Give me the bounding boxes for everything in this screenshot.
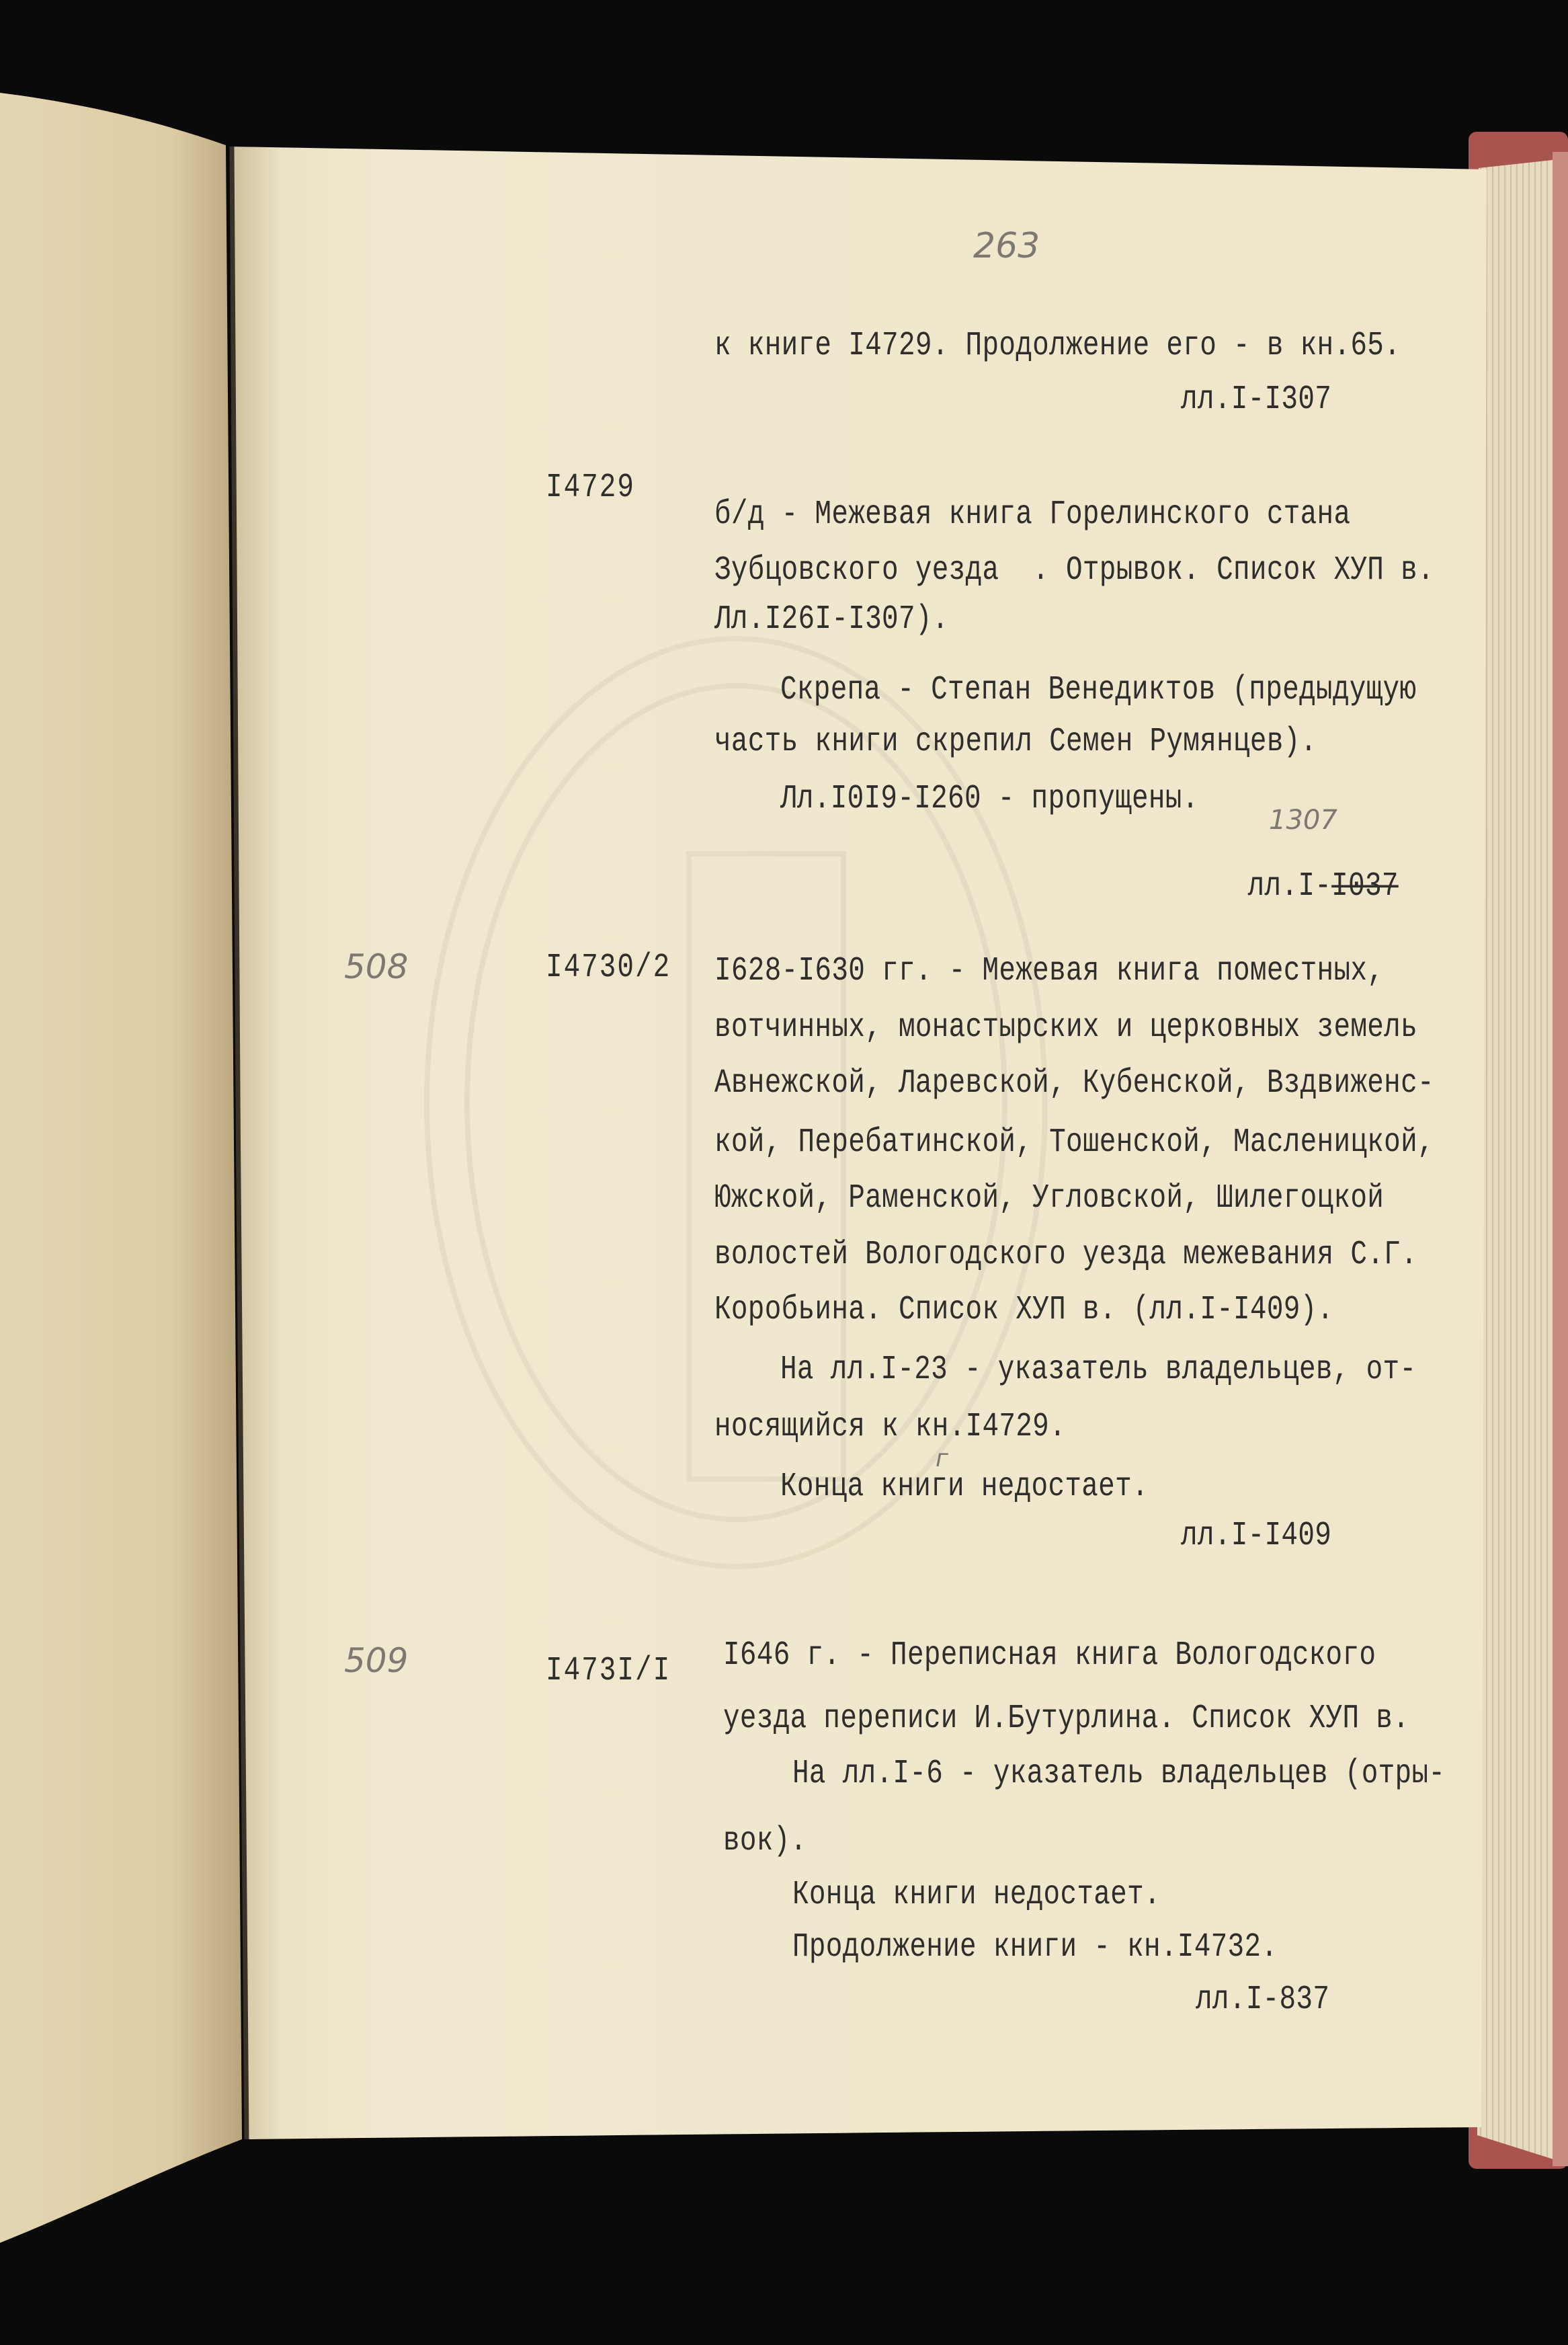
entry-line: уезда переписи И.Бутурлина. Список ХУП в. (723, 1700, 1410, 1738)
margin-note: 509 (344, 1641, 409, 1680)
continuation-text: к книге I4729. Продолжение его - в кн.65. (714, 327, 1401, 365)
entry-line: Конца книги недостает. (792, 1876, 1161, 1914)
handwritten-folio-correction: 1307 (1269, 805, 1337, 836)
entry-line: На лл.I-23 - указатель владельцев, от- (780, 1351, 1417, 1389)
cover-edge (1553, 152, 1568, 2166)
entry-number: I473I/I (546, 1652, 671, 1690)
entry-line: Скрепа - Степан Венедиктов (предыдущую (780, 671, 1417, 709)
entry-line: I628-I630 гг. - Межевая книга поместных, (714, 952, 1385, 990)
entry-folios: лл.I-I409 (1181, 1517, 1332, 1555)
entry-line: Авнежской, Ларевской, Кубенской, Вздвиженс- (714, 1064, 1434, 1103)
margin-note: 508 (344, 947, 409, 986)
continuation-folios: лл.I-I307 (1181, 381, 1332, 419)
entry-line: вок). (723, 1822, 807, 1860)
entry-folios (1181, 836, 1399, 937)
folios-struck-out: I037 (1331, 867, 1399, 906)
entry-line: б/д - Межевая книга Горелинского стана (714, 495, 1351, 534)
entry-line: носящийся к кн.I4729. (714, 1408, 1066, 1446)
entry-line: Зубцовского уезда . Отрывок. Список ХУП в. (714, 551, 1434, 590)
left-page (0, 93, 242, 2243)
entry-line: Южской, Раменской, Угловской, Шилегоцкой (714, 1179, 1385, 1218)
entry-line: часть книги скрепил Семен Румянцев). (714, 723, 1317, 761)
handwritten-page-number: 263 (973, 226, 1040, 266)
page-edges (1477, 160, 1554, 2159)
handwritten-letter-correction: г (936, 1445, 948, 1472)
entry-number: I4730/2 (546, 949, 671, 987)
entry-line: вотчинных, монастырских и церковных земель (714, 1008, 1417, 1047)
entry-line: Лл.I0I9-I260 - пропущены. (780, 780, 1199, 818)
entry-line: Продолжение книги - кн.I4732. (792, 1928, 1278, 1966)
entry-folios: лл.I-837 (1196, 1981, 1330, 2019)
entry-line: кой, Перебатинской, Тошенской, Масленицкой, (714, 1123, 1434, 1162)
entry-line: На лл.I-6 - указатель владельцев (отры- (792, 1755, 1446, 1793)
entry-line: Коробьина. Список ХУП в. (лл.I-I409). (714, 1291, 1334, 1329)
folios-prefix: лл.I- (1247, 867, 1332, 906)
entry-line: Лл.I26I-I307). (714, 600, 949, 639)
entry-line: Конца книги недостает. (780, 1468, 1149, 1506)
entry-line: волостей Вологодского уезда межевания С.Г. (714, 1236, 1417, 1274)
entry-line: I646 г. - Переписная книга Вологодского (723, 1636, 1376, 1675)
entry-number: I4729 (546, 469, 636, 507)
